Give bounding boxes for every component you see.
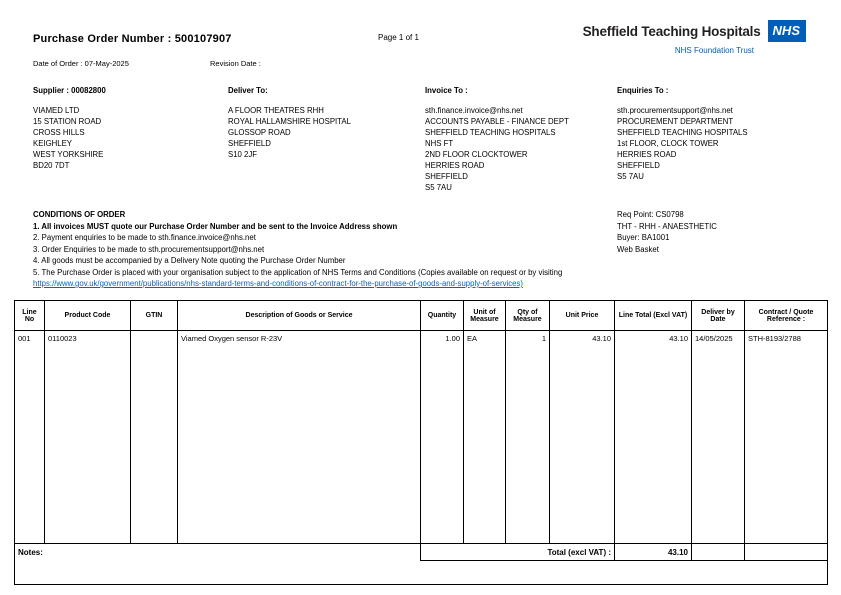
col-header-contract-reference: Contract / Quote Reference :	[745, 301, 828, 331]
invoice-to-address	[425, 85, 610, 193]
address-line: HERRIES ROAD	[617, 150, 677, 159]
address-line: S5 7AU	[425, 183, 452, 192]
cell-description: Viamed Oxygen sensor R-23V	[178, 331, 421, 544]
address-line: GLOSSOP ROAD	[228, 128, 291, 137]
deliver-to-address-lines	[228, 105, 413, 160]
buyer-code: Buyer: BA1001	[617, 233, 670, 242]
enquiries-to-address	[617, 85, 817, 182]
notes-area	[15, 561, 828, 585]
address-line: VIAMED LTD	[33, 106, 80, 115]
requisition-info	[617, 209, 717, 255]
nhs-brand-row	[583, 20, 806, 42]
address-line: HERRIES ROAD	[425, 161, 485, 170]
address-line: 2ND FLOOR CLOCKTOWER	[425, 150, 528, 159]
address-line: PROCUREMENT DEPARTMENT	[617, 117, 734, 126]
revision-date: Revision Date :	[210, 59, 261, 68]
cell-unit-price: 43.10	[550, 331, 615, 544]
notes-area-cell	[15, 561, 828, 585]
page-indicator: Page 1 of 1	[378, 33, 419, 42]
deliver-to-address	[228, 85, 413, 160]
address-line: SHEFFIELD TEACHING HOSPITALS	[617, 128, 748, 137]
date-of-order: Date of Order : 07-May-2025	[33, 59, 129, 68]
col-header-quantity: Quantity	[421, 301, 464, 331]
web-basket-label: Web Basket	[617, 244, 659, 254]
invoice-to-heading: Invoice To :	[425, 86, 468, 95]
address-line: WEST YORKSHIRE	[33, 150, 104, 159]
deliver-to-heading: Deliver To:	[228, 86, 268, 95]
condition-5: 5. The Purchase Order is placed with your organisation subject to the application of NHS Terms and Conditions (Copies available on request or by visiting	[33, 267, 563, 277]
col-header-unit-price: Unit Price	[550, 301, 615, 331]
col-header-line-total: Line Total (Excl VAT)	[615, 301, 692, 331]
address-line: NHS FT	[425, 139, 454, 148]
col-header-line-no: Line No	[15, 301, 45, 331]
address-line: BD20 7DT	[33, 161, 70, 170]
cell-qty-of-measure: 1	[506, 331, 550, 544]
address-line: sth.procurementsupport@nhs.net	[617, 106, 733, 115]
col-header-description: Description of Goods or Service	[178, 301, 421, 331]
cell-product-code: 0110023	[45, 331, 131, 544]
conditions-of-order	[33, 209, 683, 290]
address-line: 1st FLOOR, CLOCK TOWER	[617, 139, 719, 148]
address-line: SHEFFIELD TEACHING HOSPITALS	[425, 128, 556, 137]
cell-line-no: 001	[15, 331, 45, 544]
total-row-empty-deliver-by	[692, 544, 745, 561]
total-row-empty-contract	[745, 544, 828, 561]
address-line: KEIGHLEY	[33, 139, 72, 148]
condition-3: 3. Order Enquiries to be made to sth.procurementsupport@nhs.net	[33, 244, 265, 254]
col-header-qty-of-measure: Qty of Measure	[506, 301, 550, 331]
address-line: 15 STATION ROAD	[33, 117, 102, 126]
nhs-brand-block	[583, 20, 806, 55]
nhs-terms-link[interactable]: https://www.gov.uk/government/publications/nhs-standard-terms-and-conditions-of-contract-for-the-purchase-of-goods-and-supply-of-services)	[33, 279, 523, 288]
cell-line-total: 43.10	[615, 331, 692, 544]
trust-name: Sheffield Teaching Hospitals	[582, 23, 761, 39]
foundation-trust-label: NHS Foundation Trust	[674, 46, 754, 55]
enquiries-to-heading: Enquiries To :	[617, 86, 669, 95]
address-line: ROYAL HALLAMSHIRE HOSPITAL	[228, 117, 351, 126]
col-header-deliver-by-date: Deliver by Date	[692, 301, 745, 331]
address-line: SHEFFIELD	[617, 161, 660, 170]
req-point: Req Point: CS0798	[617, 210, 684, 219]
cell-unit-of-measure: EA	[464, 331, 506, 544]
col-header-product-code: Product Code	[45, 301, 131, 331]
address-line: S5 7AU	[617, 172, 644, 181]
po-number-title: Purchase Order Number : 500107907	[33, 33, 232, 45]
conditions-heading: CONDITIONS OF ORDER	[33, 210, 126, 219]
address-line: ACCOUNTS PAYABLE - FINANCE DEPT	[425, 117, 569, 126]
req-department: THT - RHH - ANAESTHETIC	[617, 221, 717, 231]
address-line: CROSS HILLS	[33, 128, 85, 137]
nhs-logo: NHS	[768, 20, 806, 42]
condition-4: 4. All goods must be accompanied by a Delivery Note quoting the Purchase Order Number	[33, 256, 346, 265]
order-line-row	[15, 331, 828, 544]
address-line: sth.finance.invoice@nhs.net	[425, 106, 523, 115]
address-line: S10 2JF	[228, 150, 258, 159]
order-dates	[33, 59, 433, 68]
cell-gtin	[131, 331, 178, 544]
cell-quantity: 1.00	[421, 331, 464, 544]
cell-contract-reference: STH-8193/2788	[745, 331, 828, 544]
invoice-to-address-lines	[425, 105, 610, 193]
supplier-address	[33, 85, 213, 171]
order-lines-table	[14, 300, 828, 585]
address-line: A FLOOR THEATRES RHH	[228, 106, 324, 115]
col-header-gtin: GTIN	[131, 301, 178, 331]
condition-2: 2. Payment enquiries to be made to sth.finance.invoice@nhs.net	[33, 233, 256, 242]
supplier-address-lines	[33, 105, 213, 171]
supplier-heading: Supplier : 00082800	[33, 86, 106, 95]
table-header-row	[15, 301, 828, 331]
total-row	[15, 544, 828, 561]
col-header-unit-of-measure: Unit of Measure	[464, 301, 506, 331]
total-label: Total (excl VAT) :	[421, 544, 615, 561]
condition-1: 1. All invoices MUST quote our Purchase Order Number and be sent to the Invoice Address shown	[33, 221, 398, 231]
enquiries-to-address-lines	[617, 105, 817, 182]
notes-label: Notes:	[15, 544, 421, 561]
address-line: SHEFFIELD	[228, 139, 271, 148]
total-value: 43.10	[615, 544, 692, 561]
address-line: SHEFFIELD	[425, 172, 468, 181]
cell-deliver-by-date: 14/05/2025	[692, 331, 745, 544]
